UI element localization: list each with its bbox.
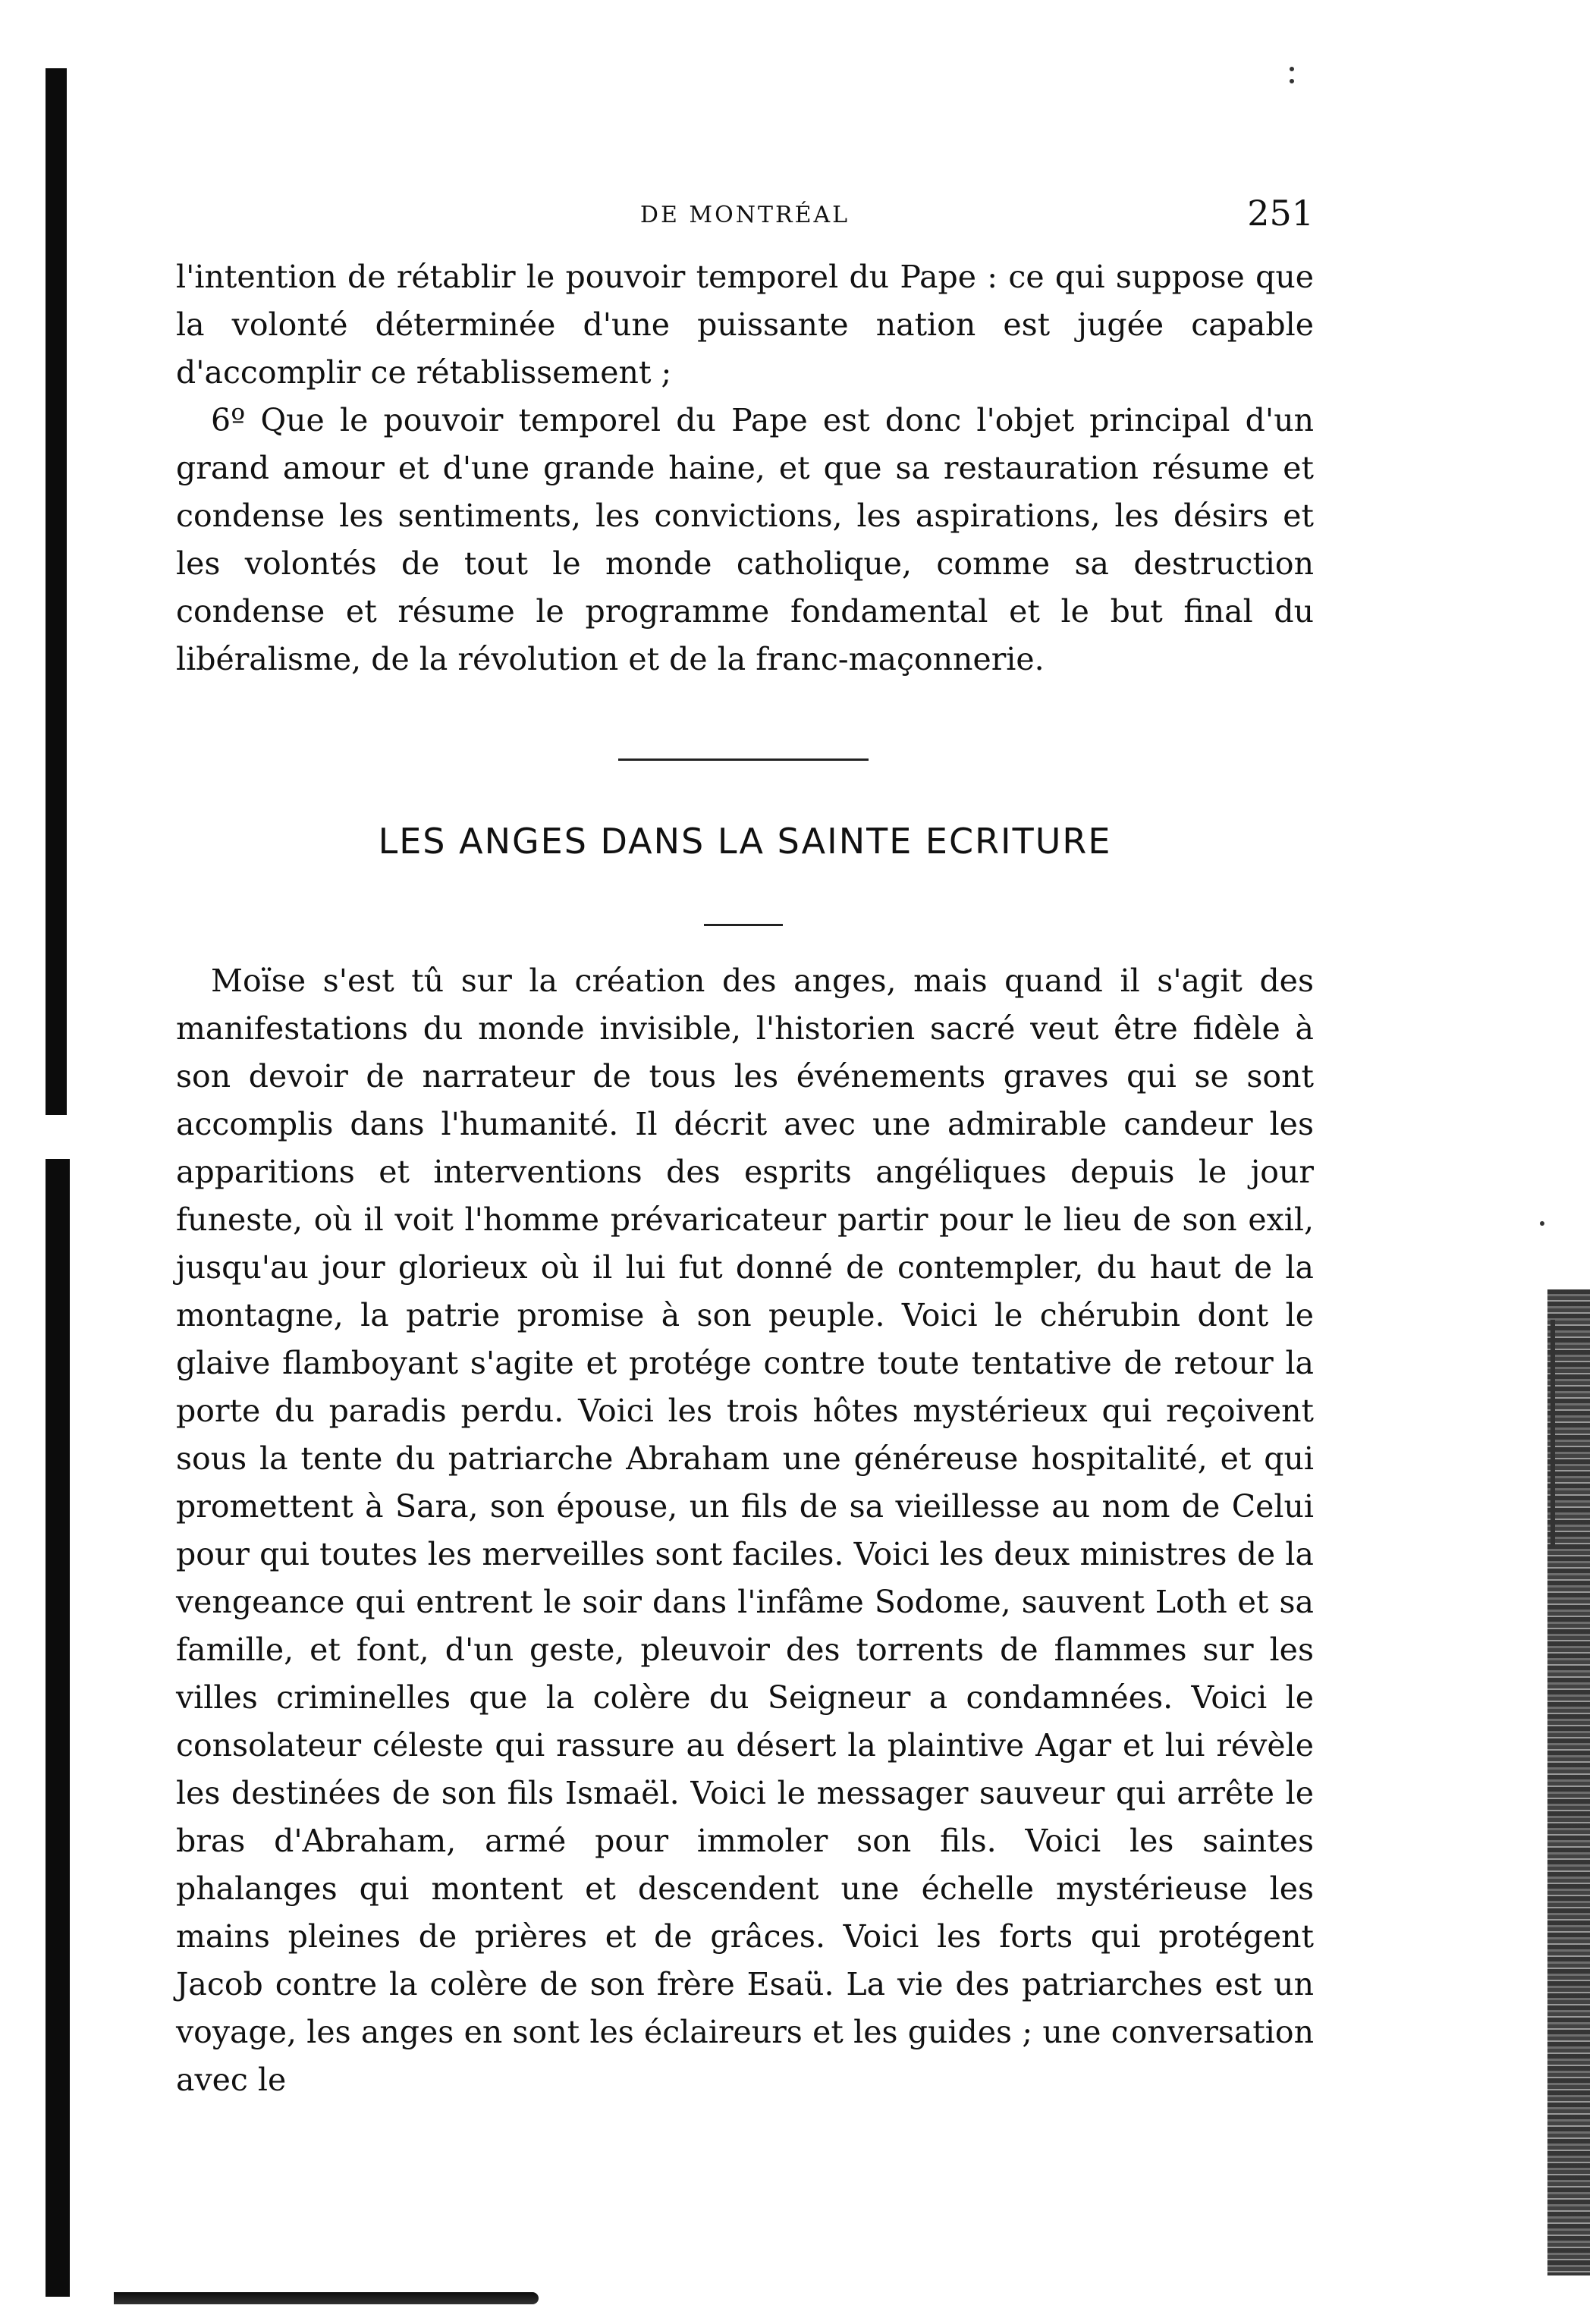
scan-speck	[1540, 1221, 1544, 1226]
scan-speck	[1290, 67, 1294, 71]
paragraph: 6º Que le pouvoir temporel du Pape est donc l'objet principal d'un grand amour et d'une grande haine, et que sa restauration résume et condense les sentiments, les convictions, les aspirations, les désirs et les volontés de tout le monde catholique, comme sa destruction condense et résume le programme fondamental et le but final du libéralisme, de la révolution et de la franc-maçonnerie.	[176, 402, 1314, 677]
section-divider	[618, 758, 869, 761]
running-head	[176, 193, 1314, 238]
heading-underline	[704, 924, 783, 926]
page-number: 251	[1247, 193, 1314, 234]
scan-edge-shadow	[46, 1159, 70, 2297]
paragraph: Moïse s'est tû sur la création des anges, mais quand il s'agit des manifestations du monde invisible, l'historien sacré veut être fidèle à son devoir de narrateur de tous les événements graves qui se sont accomplis dans l'humanité. Il décrit avec une admirable candeur les apparitions et interventions des esprits angéliques depuis le jour funeste, où il voit l'homme prévaricateur partir pour le lieu de son exil, jusqu'au jour glorieux où il lui fut donné de contempler, du haut de la montagne, la patrie promise à son peuple. Voici le chérubin dont le glaive flamboyant s'agite et protége contre toute tentative de retour la porte du paradis perdu. Voici les trois hôtes mystérieux qui reçoivent sous la tente du patriarche Abraham une généreuse hospitalité, et qui promettent à Sara, son épouse, un fils de sa vieillesse au nom de Celui pour qui toutes les merveilles sont faciles. Voici les deux ministres de la vengeance qui entrent le soir dans l'infâme Sodome, sauvent Loth et sa famille, et font, d'un geste, pleuvoir des torrents de flammes sur les villes criminelles que la colère du Seigneur a condamnées. Voici le consolateur céleste qui rassure au désert la plaintive Agar et lui révèle les destinées de son fils Ismaël. Voici le messager sauveur qui arrête le bras d'Abraham, armé pour immoler son fils. Voici les saintes phalanges qui montent et descendent une échelle mystérieuse les mains pleines de prières et de grâces. Voici les forts qui protégent Jacob contre la colère de son frère Esaü. La vie des patriarches est un voyage, les anges en sont les éclaireurs et les guides ; une conversation avec le	[176, 963, 1314, 2098]
scan-speck	[1290, 79, 1294, 83]
scan-edge-shadow	[114, 2292, 539, 2304]
section-heading: LES ANGES DANS LA SAINTE ECRITURE	[378, 821, 1112, 862]
top-text-block	[176, 253, 1314, 683]
paragraph: l'intention de rétablir le pouvoir temporel du Pape : ce qui suppose que la volonté déterminée d'une puissante nation est jugée capable d'accomplir ce rétablissement ;	[176, 259, 1314, 391]
main-text-block	[176, 957, 1314, 2104]
scan-edge-shadow	[46, 68, 67, 1115]
running-title: DE MONTRÉAL	[639, 202, 850, 228]
scan-edge-noise	[1550, 1320, 1555, 1547]
